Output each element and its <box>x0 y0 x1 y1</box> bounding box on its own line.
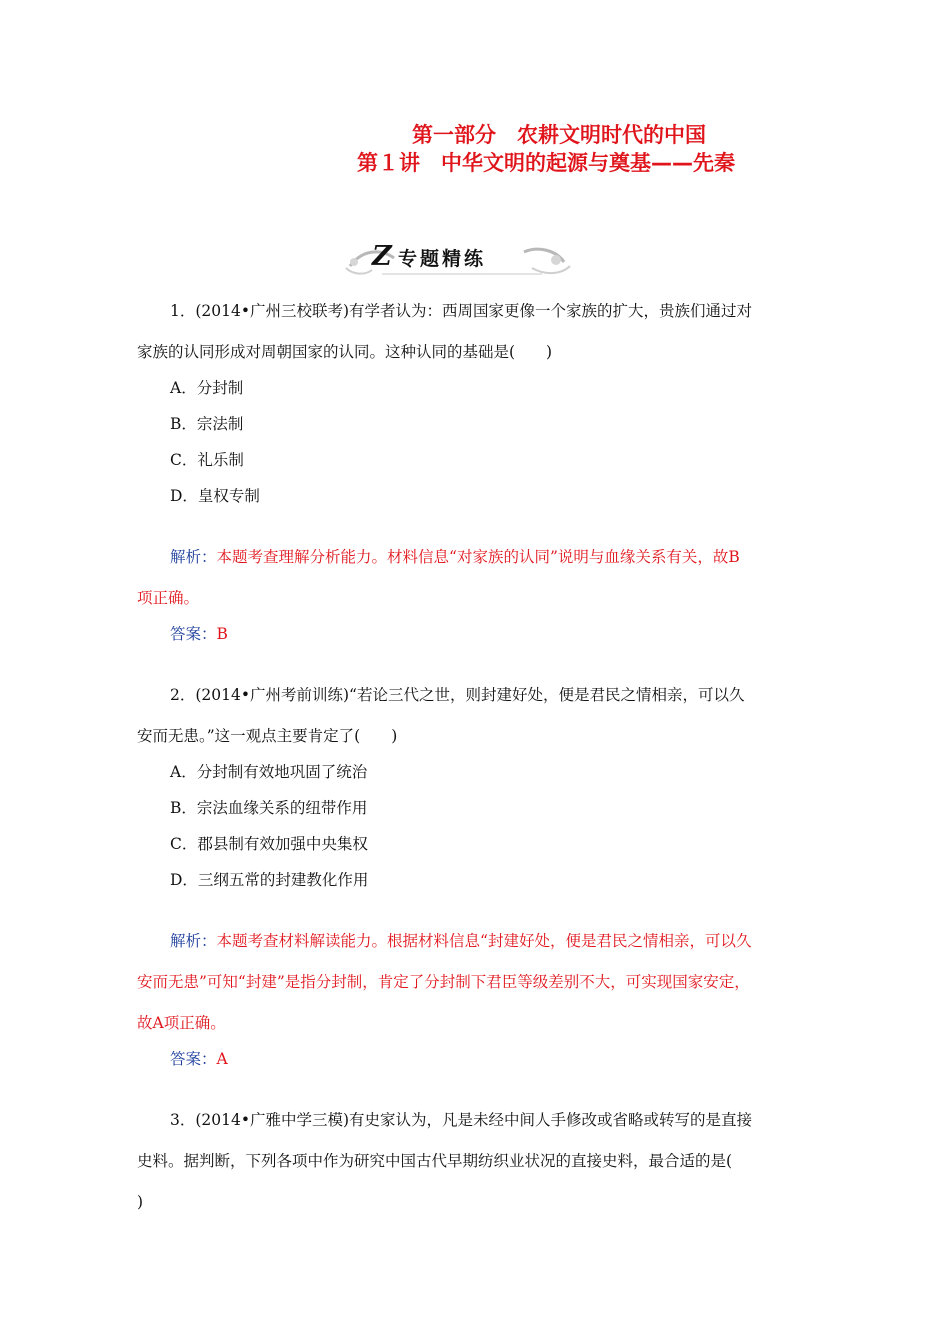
question-2-analysis-line-2: 安而无患”可知“封建”是指分封制，肯定了分封制下君臣等级差别不大，可实现国家安定， <box>137 973 750 991</box>
answer-value: A <box>216 1050 228 1068</box>
question-1-analysis-line-2: 项正确。 <box>137 589 200 607</box>
question-1-line-1: 1．(2014•广州三校联考)有学者认为：西周国家更像一个家族的扩大，贵族们通过对 <box>170 302 753 320</box>
question-2-analysis-line-3: 故A项正确。 <box>137 1014 226 1032</box>
answer-label: 答案： <box>170 625 217 643</box>
question-3-line-2: 史料。据判断，下列各项中作为研究中国古代早期纺织业状况的直接史料，最合适的是( <box>137 1152 733 1170</box>
question-1-option-d: D．皇权专制 <box>170 487 260 505</box>
banner-letter: Z <box>372 241 392 272</box>
question-2-line-2: 安而无患。”这一观点主要肯定了( ) <box>137 727 398 745</box>
question-2-line-1: 2．(2014•广州考前训练)“若论三代之世，则封建好处，便是君民之情相亲，可以久 <box>170 686 745 704</box>
question-1-option-b: B．宗法制 <box>170 415 244 433</box>
question-2-analysis-line-1 <box>170 931 751 951</box>
question-2-option-b: B．宗法血缘关系的纽带作用 <box>170 799 368 817</box>
answer-label: 答案： <box>170 1050 217 1068</box>
question-1-line-2: 家族的认同形成对周朝国家的认同。这种认同的基础是( ) <box>137 343 553 361</box>
analysis-text: 本题考查理解分析能力。材料信息“对家族的认同”说明与血缘关系有关，故B <box>216 548 740 566</box>
lecture-title: 第１讲 中华文明的起源与奠基——先秦 <box>357 151 735 175</box>
question-1-analysis-line-1 <box>170 547 740 567</box>
question-2-option-a: A．分封制有效地巩固了统治 <box>170 763 368 781</box>
question-1-answer <box>170 624 228 644</box>
part-title: 第一部分 农耕文明时代的中国 <box>412 123 706 147</box>
analysis-text: 本题考查材料解读能力。根据材料信息“封建好处，便是君民之情相亲，可以久 <box>216 932 752 950</box>
question-2-option-d: D．三纲五常的封建教化作用 <box>170 871 369 889</box>
question-1-option-c: C．礼乐制 <box>170 451 244 469</box>
analysis-label: 解析： <box>170 548 217 566</box>
question-1-option-a: A．分封制 <box>170 379 244 397</box>
question-2-option-c: C．郡县制有效加强中央集权 <box>170 835 368 853</box>
question-2-answer <box>170 1049 228 1069</box>
analysis-label: 解析： <box>170 932 217 950</box>
question-3-line-3: ) <box>137 1193 144 1211</box>
question-3-line-1: 3．(2014•广雅中学三模)有史家认为，凡是未经中间人手修改或省略或转写的是直接 <box>170 1111 753 1129</box>
banner-label: 专题精练 <box>398 248 487 270</box>
answer-value: B <box>216 625 228 643</box>
